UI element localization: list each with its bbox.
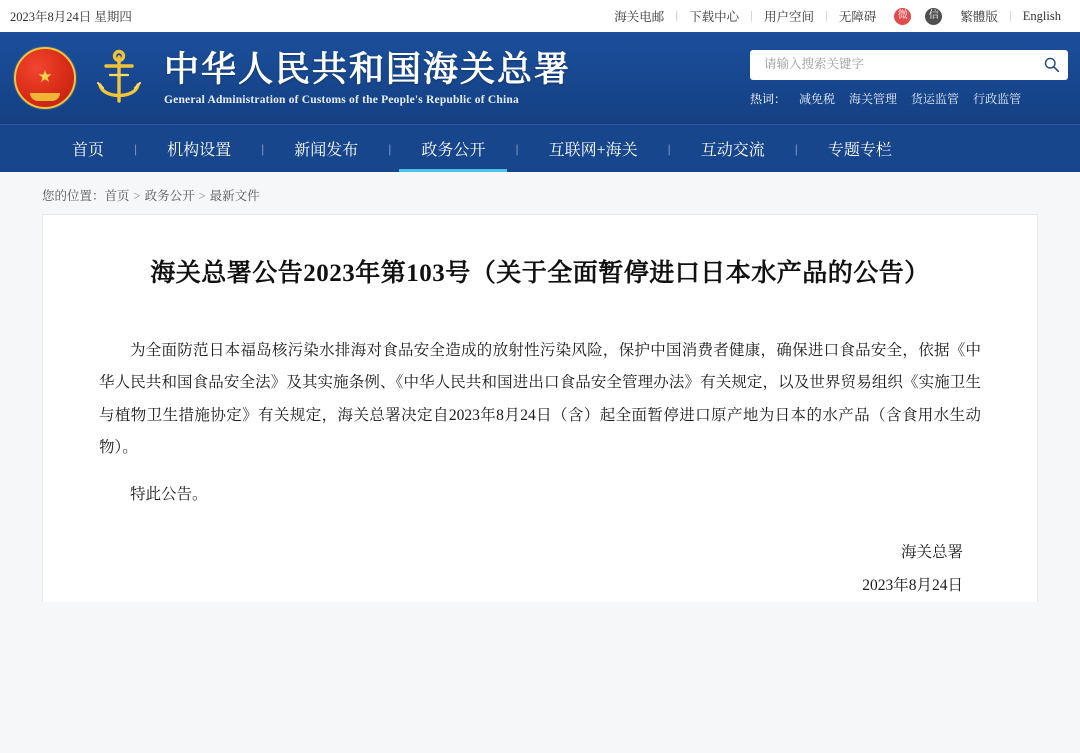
- site-title-block: [164, 50, 571, 106]
- breadcrumb-prefix: 您的位置：: [42, 189, 105, 203]
- header-right-panel: [750, 50, 1068, 107]
- search-input[interactable]: [762, 56, 1043, 73]
- nav-divider: |: [794, 141, 798, 156]
- nav-item-news[interactable]: 新闻发布: [294, 142, 359, 159]
- top-link-english[interactable]: English: [1022, 8, 1061, 23]
- hot-keywords: [750, 90, 1028, 107]
- document-paragraph: 为全面防范日本福岛核污染水排海对食品安全造成的放射性污染风险，保护中国消费者健康，确保进口食品安全，依据《中华人民共和国食品安全法》及其实施条例、《中华人民共和国进出口食品安全管理办法》有关规定，以及世界贸易组织《实施卫生与植物卫生措施协定》有关规定，海关总署决定自2023年8月24日（含）起全面暂停进口原产地为日本的水产品（含食用水生动物）。: [99, 341, 981, 457]
- main-navigation: [0, 124, 1080, 172]
- hot-link-cargo-supervision[interactable]: 货运监管: [911, 91, 960, 106]
- emblem-gear-icon: [30, 93, 60, 101]
- nav-item-special-topics[interactable]: 专题专栏: [827, 142, 892, 159]
- nav-divider: |: [667, 141, 671, 156]
- emblem-star-icon: ★: [37, 67, 53, 87]
- nav-item-internet-plus-customs[interactable]: 互联网+海关: [548, 142, 638, 159]
- nav-divider: |: [134, 141, 138, 156]
- document-signature-block: [99, 537, 981, 602]
- hot-link-administrative-supervision[interactable]: 行政监管: [973, 91, 1022, 106]
- nav-divider: |: [261, 141, 265, 156]
- nav-divider: |: [515, 141, 519, 156]
- breadcrumb-separator: >: [133, 189, 141, 203]
- nav-divider: |: [388, 141, 392, 156]
- nav-item-home[interactable]: 首页: [72, 142, 105, 159]
- top-link-downloads[interactable]: 下载中心: [689, 10, 740, 24]
- top-link-accessibility[interactable]: 无障碍: [838, 10, 877, 24]
- top-link-traditional-chinese[interactable]: 繁體版: [960, 10, 998, 24]
- breadcrumb-item-government-affairs[interactable]: 政务公开: [144, 189, 195, 203]
- weibo-icon[interactable]: 微: [894, 8, 911, 25]
- breadcrumb: [0, 172, 1080, 214]
- top-link-divider: |: [750, 10, 754, 22]
- site-title-en: General Administration of Customs of the People's Republic of China: [164, 94, 519, 107]
- page-background: [0, 214, 1080, 753]
- top-utility-links: [603, 7, 1072, 25]
- document-card: [42, 214, 1038, 602]
- hot-link-tax-reduction[interactable]: 减免税: [799, 91, 836, 106]
- search-box[interactable]: [750, 50, 1068, 80]
- top-link-user-space[interactable]: 用户空间: [764, 10, 815, 24]
- nav-item-government-affairs[interactable]: 政务公开: [391, 125, 515, 172]
- nav-item-organization[interactable]: 机构设置: [167, 142, 232, 159]
- top-link-divider: |: [675, 10, 679, 22]
- top-utility-bar: [0, 0, 1080, 32]
- hot-link-customs-management[interactable]: 海关管理: [849, 91, 898, 106]
- top-link-divider: |: [825, 10, 828, 22]
- site-title-cn: 中华人民共和国海关总署: [164, 49, 572, 89]
- breadcrumb-separator: >: [198, 189, 206, 203]
- hot-keywords-label: 热词：: [750, 91, 787, 106]
- customs-anchor-logo-icon: [86, 45, 152, 111]
- breadcrumb-item-home[interactable]: 首页: [104, 189, 130, 203]
- breadcrumb-item-latest-documents[interactable]: 最新文件: [209, 189, 260, 203]
- wechat-icon[interactable]: 信: [925, 8, 942, 25]
- document-signature: 海关总署: [900, 544, 963, 562]
- top-link-mail[interactable]: 海关电邮: [614, 10, 665, 24]
- document-sign-date: 2023年8月24日: [862, 576, 963, 594]
- current-date: 2023年8月24日 星期四: [10, 10, 132, 24]
- document-title: 海关总署公告2023年第103号（关于全面暂停进口日本水产品的公告）: [150, 260, 930, 287]
- top-link-divider: |: [1008, 10, 1012, 22]
- document-paragraph: 特此公告。: [130, 485, 208, 503]
- search-icon[interactable]: [1043, 56, 1060, 73]
- nav-item-interaction[interactable]: 互动交流: [700, 142, 765, 159]
- site-header: [0, 32, 1080, 124]
- document-body: [99, 335, 981, 512]
- national-emblem-icon: [14, 47, 76, 109]
